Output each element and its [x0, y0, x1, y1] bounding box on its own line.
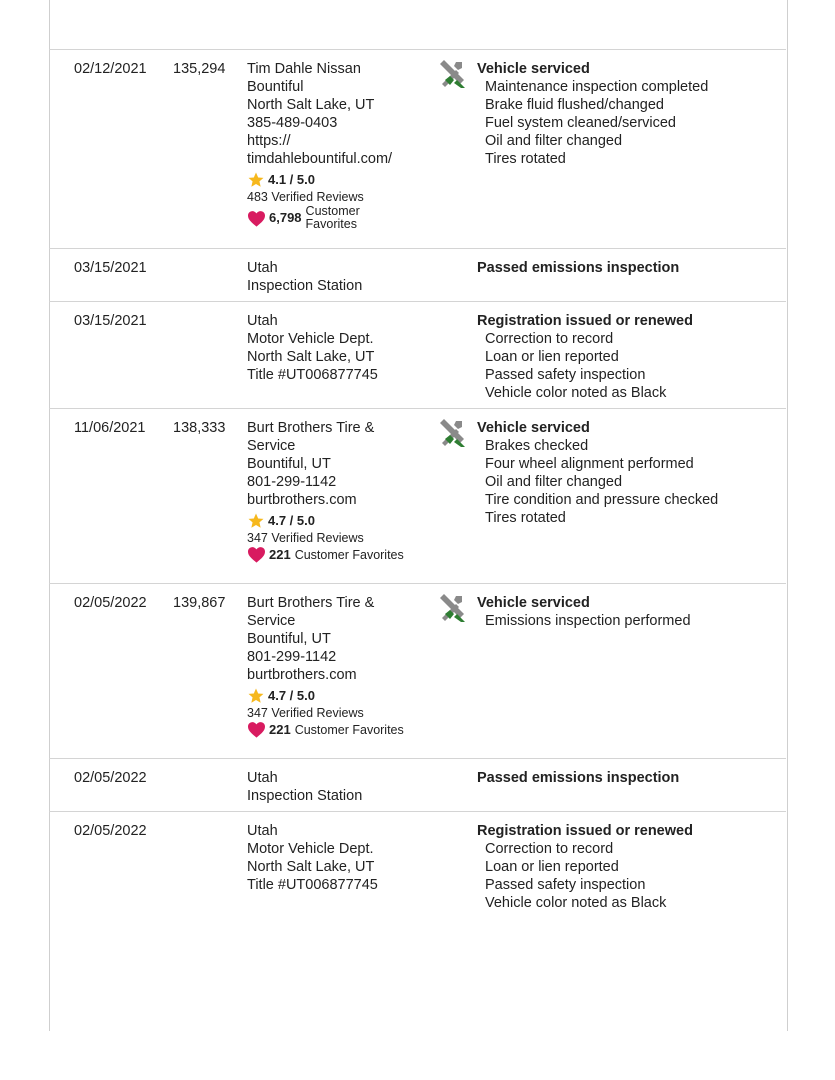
record-details [477, 60, 777, 168]
source-line: North Salt Lake, UT [247, 859, 375, 875]
source-line: Bountiful, UT [247, 456, 331, 472]
detail-item: Passed safety inspection [485, 877, 646, 893]
detail-item: Tires rotated [485, 151, 566, 167]
source-line: Burt Brothers Tire & [247, 420, 375, 436]
history-row [49, 584, 786, 759]
source-line: Bountiful, UT [247, 631, 331, 647]
record-title: Vehicle serviced [477, 420, 590, 436]
favorites-label: Customer Favorites [305, 204, 360, 231]
record-details [477, 259, 777, 277]
history-row [49, 759, 786, 812]
heart-icon [247, 546, 266, 563]
source-line: Utah [247, 770, 278, 786]
source-line: Inspection Station [247, 788, 363, 804]
rating-value: 4.7 / 5.0 [268, 688, 315, 703]
record-date: 03/15/2021 [74, 313, 147, 329]
source-phone[interactable]: 801-299-1142 [247, 649, 337, 665]
heart-icon [247, 721, 266, 738]
record-date: 11/06/2021 [74, 420, 146, 436]
favorites-label: Customer Favorites [294, 547, 404, 562]
record-source [247, 822, 437, 894]
record-title: Passed emissions inspection [477, 770, 680, 786]
star-icon [247, 512, 265, 530]
source-line: Utah [247, 313, 278, 329]
record-source [247, 312, 437, 384]
record-title: Registration issued or renewed [477, 823, 693, 839]
detail-item: Tires rotated [485, 510, 566, 526]
detail-item: Four wheel alignment performed [485, 456, 694, 472]
source-link[interactable]: timdahlebountiful.com/ [247, 151, 393, 167]
record-source [247, 594, 437, 738]
record-title: Vehicle serviced [477, 61, 590, 77]
favorites-count: 221 [269, 546, 291, 562]
wrench-screwdriver-icon [436, 58, 466, 88]
source-line: Title #UT006877745 [247, 877, 378, 893]
source-line: Inspection Station [247, 278, 363, 294]
record-date: 02/05/2022 [74, 770, 147, 786]
detail-item: Loan or lien reported [485, 349, 619, 365]
verified-reviews[interactable]: 347 Verified Reviews [247, 531, 364, 545]
source-line: North Salt Lake, UT [247, 97, 375, 113]
source-link[interactable]: burtbrothers.com [247, 492, 357, 508]
shop-rating [247, 687, 437, 738]
record-source [247, 259, 437, 295]
source-line: North Salt Lake, UT [247, 349, 375, 365]
record-date: 02/12/2021 [74, 61, 147, 77]
shop-rating [247, 512, 437, 563]
verified-reviews[interactable]: 483 Verified Reviews [247, 190, 364, 204]
record-title: Registration issued or renewed [477, 313, 693, 329]
record-source [247, 60, 437, 231]
source-link[interactable]: https:// [247, 133, 291, 149]
wrench-screwdriver-icon [436, 417, 466, 447]
shop-rating [247, 171, 437, 231]
source-line: Tim Dahle Nissan [247, 61, 361, 77]
favorites-count: 6,798 [269, 210, 302, 225]
record-mileage: 135,294 [173, 61, 226, 77]
source-line: Utah [247, 823, 278, 839]
history-row [49, 50, 786, 249]
record-details [477, 822, 777, 912]
history-row [49, 409, 786, 584]
favorites-label: Customer Favorites [294, 722, 404, 737]
source-line: Service [247, 438, 296, 454]
history-row [49, 249, 786, 302]
detail-item: Passed safety inspection [485, 367, 646, 383]
source-phone[interactable]: 385-489-0403 [247, 115, 338, 131]
record-source [247, 419, 437, 563]
record-source [247, 769, 437, 805]
source-phone[interactable]: 801-299-1142 [247, 474, 337, 490]
source-link[interactable]: burtbrothers.com [247, 667, 357, 683]
heart-icon [247, 210, 266, 227]
detail-item: Maintenance inspection completed [485, 79, 709, 95]
record-title: Passed emissions inspection [477, 260, 680, 276]
wrench-screwdriver-icon [436, 592, 466, 622]
record-date: 03/15/2021 [74, 260, 147, 276]
source-line: Title #UT006877745 [247, 367, 378, 383]
rating-value: 4.1 / 5.0 [268, 172, 315, 187]
record-details [477, 594, 777, 630]
detail-item: Correction to record [485, 331, 614, 347]
record-date: 02/05/2022 [74, 595, 147, 611]
star-icon [247, 171, 265, 189]
source-line: Utah [247, 260, 278, 276]
record-details [477, 769, 777, 787]
record-details [477, 312, 777, 402]
record-title: Vehicle serviced [477, 595, 590, 611]
detail-item: Vehicle color noted as Black [485, 895, 667, 911]
source-line: Bountiful [247, 79, 304, 95]
detail-item: Emissions inspection performed [485, 613, 691, 629]
source-line: Burt Brothers Tire & [247, 595, 375, 611]
source-line: Motor Vehicle Dept. [247, 841, 374, 857]
record-date: 02/05/2022 [74, 823, 147, 839]
favorites-count: 221 [269, 721, 291, 737]
rating-value: 4.7 / 5.0 [268, 513, 315, 528]
history-table [49, 49, 786, 918]
star-icon [247, 687, 265, 705]
detail-item: Fuel system cleaned/serviced [485, 115, 676, 131]
detail-item: Correction to record [485, 841, 614, 857]
detail-item: Oil and filter changed [485, 133, 623, 149]
history-row [49, 302, 786, 409]
record-details [477, 419, 777, 527]
source-line: Service [247, 613, 296, 629]
record-mileage: 139,867 [173, 595, 226, 611]
record-mileage: 138,333 [173, 420, 226, 436]
detail-item: Tire condition and pressure checked [485, 492, 719, 508]
detail-item: Brakes checked [485, 438, 589, 454]
verified-reviews[interactable]: 347 Verified Reviews [247, 706, 364, 720]
detail-item: Loan or lien reported [485, 859, 619, 875]
source-line: Motor Vehicle Dept. [247, 331, 374, 347]
detail-item: Oil and filter changed [485, 474, 623, 490]
detail-item: Vehicle color noted as Black [485, 385, 667, 401]
history-row [49, 812, 786, 918]
detail-item: Brake fluid flushed/changed [485, 97, 664, 113]
